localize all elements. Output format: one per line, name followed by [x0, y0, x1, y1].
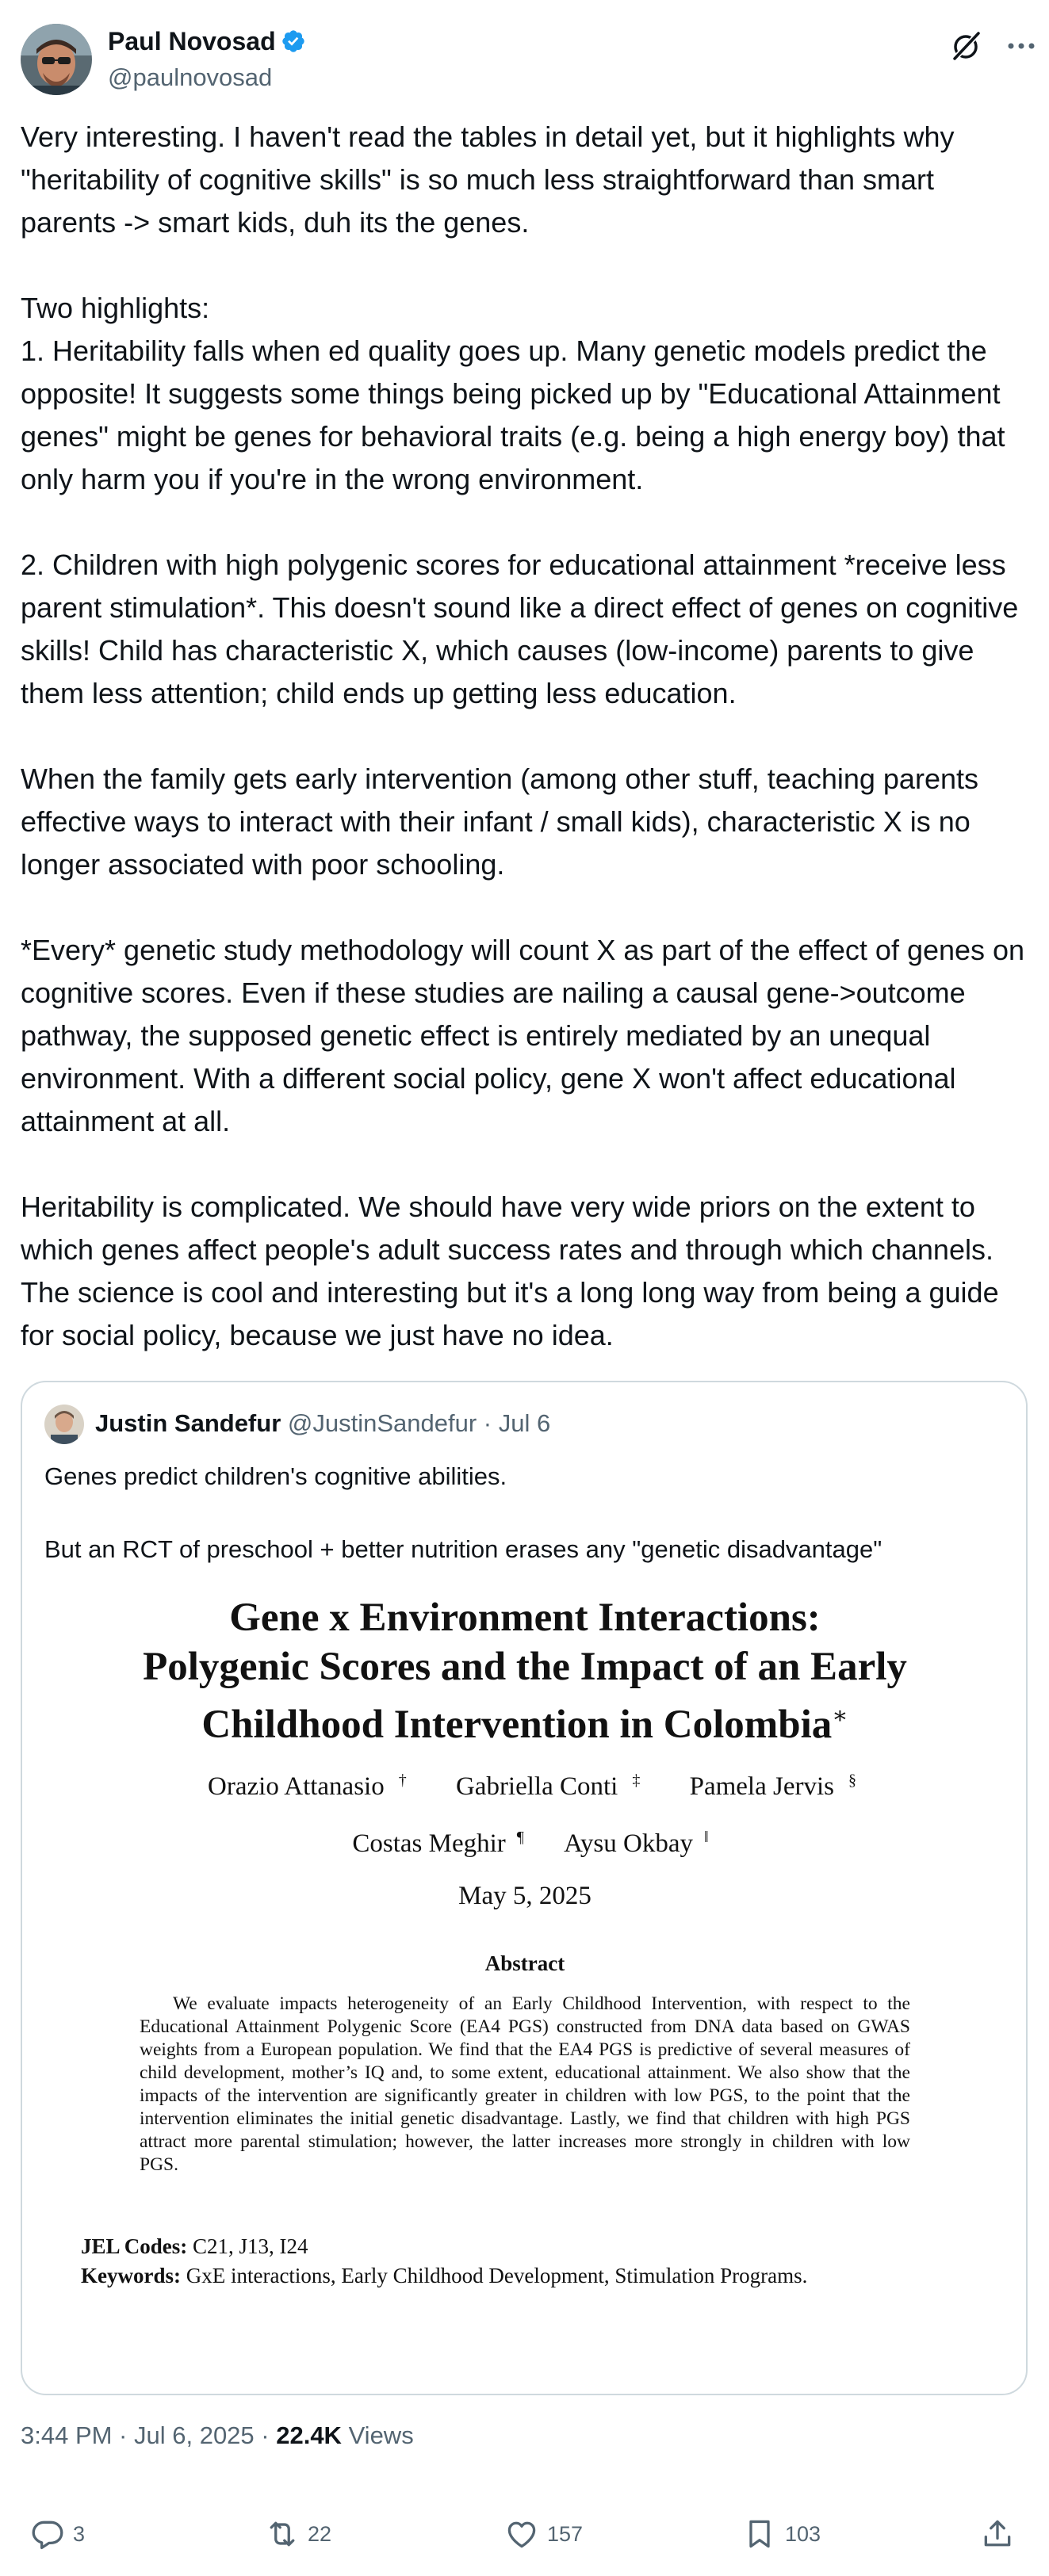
author-name[interactable]: Paul Novosad: [108, 25, 306, 57]
repost-count: 22: [308, 2521, 332, 2546]
paper-image[interactable]: [44, 1593, 1005, 2370]
action-bar: [21, 2514, 1029, 2554]
jel-codes: JEL Codes: C21, J13, I24: [81, 2234, 308, 2258]
paper-title-line: Gene x Environment Interactions:: [229, 1596, 821, 1640]
paper-authors-row: [44, 1764, 1005, 1802]
share-icon: [980, 2517, 1015, 2551]
paper-authors-row: [44, 1821, 1005, 1859]
grok-icon[interactable]: [948, 29, 983, 63]
abstract-heading: Abstract: [484, 1951, 565, 1975]
abstract-text: We evaluate impacts heterogeneity of an Early Childhood Intervention, with respect to the Educational Attainment Polygenic Score (EA4 PGS) constructed from DNA data based on GWAS weights from a European population. We find that the EA4 PGS is predictive of several measures of child development, mother’s IQ and, to some extent, educational attainment. We also show that the impacts of the intervention are significantly greater in children with low PGS, to the point that the intervention eliminates the initial genetic disadvantage. Lastly, we find that children with high PGS attract more parental stimulation; however, the latter increases more strongly in children with low PGS.: [140, 1993, 910, 2175]
reply-button[interactable]: [30, 2514, 85, 2554]
bookmark-count: 103: [785, 2521, 821, 2546]
paper-author: Orazio Attanasio †: [208, 1771, 407, 1801]
reply-count: 3: [73, 2521, 86, 2546]
quoted-author-name[interactable]: Justin Sandefur: [95, 1409, 281, 1437]
quoted-author-avatar[interactable]: [44, 1405, 84, 1444]
quoted-post-date[interactable]: · Jul 6: [483, 1409, 551, 1437]
author-avatar[interactable]: [21, 24, 92, 95]
like-count: 157: [547, 2521, 584, 2546]
views-label: Views: [341, 2421, 414, 2449]
reply-icon: [30, 2517, 65, 2551]
like-icon: [504, 2517, 539, 2551]
quoted-header: [95, 1406, 550, 1441]
verified-badge-icon: [281, 29, 306, 54]
bookmark-button[interactable]: [742, 2514, 821, 2554]
post-timestamp[interactable]: 3:44 PM · Jul 6, 2025 ·: [21, 2421, 277, 2449]
quoted-author-handle[interactable]: @JustinSandefur: [287, 1409, 477, 1437]
keywords: Keywords: GxE interactions, Early Childhood Development, Stimulation Programs.: [81, 2264, 808, 2287]
paper-author: Gabriella Conti ‡: [455, 1771, 641, 1801]
quoted-text: [44, 1458, 1004, 1568]
paper-title: [44, 1593, 1005, 1749]
paper-title-line: Childhood Intervention in Colombia∗: [201, 1703, 848, 1747]
post-text: [21, 116, 1033, 1357]
share-button[interactable]: [980, 2514, 1023, 2554]
post-meta: [21, 2417, 414, 2454]
post-paragraph: Very interesting. I haven't read the tables in detail yet, but it highlights why "heritability of cognitive skills" is so much less straightforward than smart parents -> smart kids, duh its the genes.: [21, 120, 963, 239]
paper-author: Costas Meghir ¶: [352, 1829, 524, 1858]
paper-codes: [81, 2232, 1001, 2291]
bookmark-icon: [742, 2517, 777, 2551]
post-paragraph: Heritability is complicated. We should have very wide priors on the extent to which genes affect people's adult success rates and through which channels. The science is cool and interesting but it's a long long way from being a guide for social policy, because we just have no idea.: [21, 1191, 1007, 1351]
post-paragraph: 2. Children with high polygenic scores for educational attainment *receive less parent stimulation*. This doesn't sound like a direct effect of genes on cognitive skills! Child has characteristic X, which causes (low-income) parents to give them less attention; child ends up getting less education.: [21, 548, 1027, 709]
title-footnote-mark: ∗: [832, 1703, 848, 1729]
repost-button[interactable]: [265, 2514, 331, 2554]
repost-icon: [265, 2517, 300, 2551]
quoted-line: Genes predict children's cognitive abilities.: [44, 1462, 507, 1490]
paper-title-line: Polygenic Scores and the Impact of an Early: [143, 1645, 907, 1689]
post-paragraph: *Every* genetic study methodology will count X as part of the effect of genes on cognitive scores. Even if these studies are nailing a causal gene->outcome pathway, the supposed genetic effect is entirely mediated by an unequal environment. With a different social policy, gene X won't affect educational attainment at all.: [21, 934, 1033, 1137]
more-icon[interactable]: [1004, 29, 1039, 63]
post-paragraph: When the family gets early intervention (among other stuff, teaching parents effective ways to interact with their infant / small kids), characteristic X is no longer associated with poor schooling.: [21, 762, 987, 881]
post-paragraph: Two highlights: 1. Heritability falls when ed quality goes up. Many genetic models predict the opposite! It suggests some things being picked up by "Educational Attainment genes" might be genes for behavioral traits (e.g. being a high energy boy) that only harm you if you're in the wrong environment.: [21, 292, 1005, 495]
author-handle[interactable]: @paulnovosad: [108, 63, 273, 91]
paper-author: Aysu Okbay ‖: [564, 1829, 709, 1858]
quoted-line: But an RCT of preschool + better nutrition erases any "genetic disadvantage": [44, 1535, 882, 1563]
paper-date: May 5, 2025: [458, 1882, 591, 1910]
paper-author: Pamela Jervis §: [689, 1771, 856, 1801]
post-header: [21, 21, 1029, 98]
views-count: 22.4K: [276, 2421, 342, 2449]
quoted-post[interactable]: [21, 1381, 1028, 2395]
like-button[interactable]: [504, 2514, 583, 2554]
